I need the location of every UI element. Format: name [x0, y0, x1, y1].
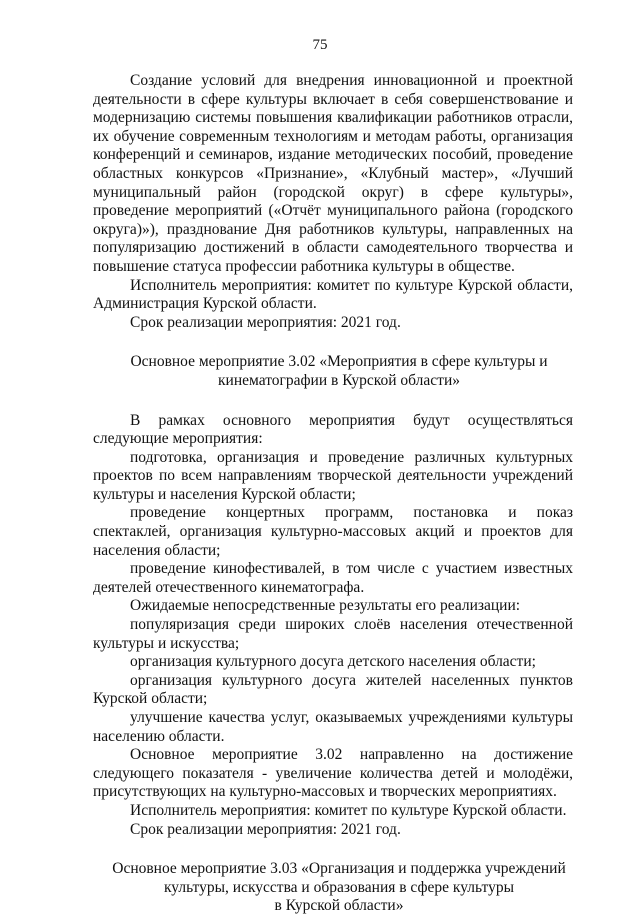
- list-item: проведение кинофестивалей, в том числе с участием известных деятелей отечественного кинематографа.: [93, 560, 573, 596]
- heading-line: Основное мероприятие 3.03 «Организация и поддержка учреждений: [112, 860, 566, 878]
- document-body: [93, 72, 573, 916]
- list-item: организация культурного досуга детского населения области;: [130, 653, 536, 671]
- list-item: подготовка, организация и проведение различных культурных проектов по всем направлениям творческой деятельности учреждений культуры и населения Курской области;: [93, 448, 573, 503]
- list-item: популяризация среди широких слоёв населения отечественной культуры и искусства;: [93, 616, 573, 652]
- paragraph: Основное мероприятие 3.02 направленно на достижение следующего показателя - увеличение количества детей и молодёжи, присутствующих на культурно-массовых и творческих мероприятиях.: [93, 746, 573, 801]
- heading-line: Основное мероприятие 3.02 «Мероприятия в сфере культуры и: [130, 353, 548, 371]
- page-number: 75: [312, 37, 328, 53]
- paragraph: Исполнитель мероприятия: комитет по культуре Курской области.: [130, 801, 567, 819]
- list-item: улучшение качества услуг, оказываемых учреждениями культуры населению области.: [93, 709, 573, 745]
- heading-line: культуры, искусства и образования в сфере культуры: [163, 878, 515, 896]
- heading-line: в Курской области»: [274, 897, 404, 915]
- section-heading-3-03: [93, 860, 573, 916]
- list-item: проведение концертных программ, постановка и показ спектаклей, организация культурно-массовых акций и проектов для населения области;: [93, 504, 573, 559]
- paragraph: Срок реализации мероприятия: 2021 год.: [130, 313, 401, 331]
- paragraph: Создание условий для внедрения инновационной и проектной деятельности в сфере культуры включает в себя совершенствование и модернизацию системы повышения квалификации работников отрасли, их обучение современным технологиям и методам работы, организация конференций и семинаров, издание методических пособий, проведение областных конкурсов «Признание», «Клубный мастер», «Лучший муниципальный район (городской округ) в сфере культуры», проведение мероприятий («Отчёт муниципального района (городского округа)»), празднование Дня работников культуры, направленных на популяризацию достижений в области самодеятельного творчества и повышение статуса профессии работника культуры в обществе.: [93, 72, 573, 275]
- paragraph: Исполнитель мероприятия: комитет по культуре Курской области, Администрация Курской области.: [93, 276, 573, 313]
- paragraph: В рамках основного мероприятия будут осуществляться следующие мероприятия:: [93, 411, 573, 448]
- heading-line: кинематографии в Курской области»: [218, 371, 460, 389]
- paragraph: Ожидаемые непосредственные результаты его реализации:: [130, 597, 521, 615]
- section-heading-3-02: [93, 353, 573, 390]
- list-item: организация культурного досуга жителей населенных пунктов Курской области;: [93, 671, 573, 708]
- paragraph: Срок реализации мероприятия: 2021 год.: [130, 820, 401, 838]
